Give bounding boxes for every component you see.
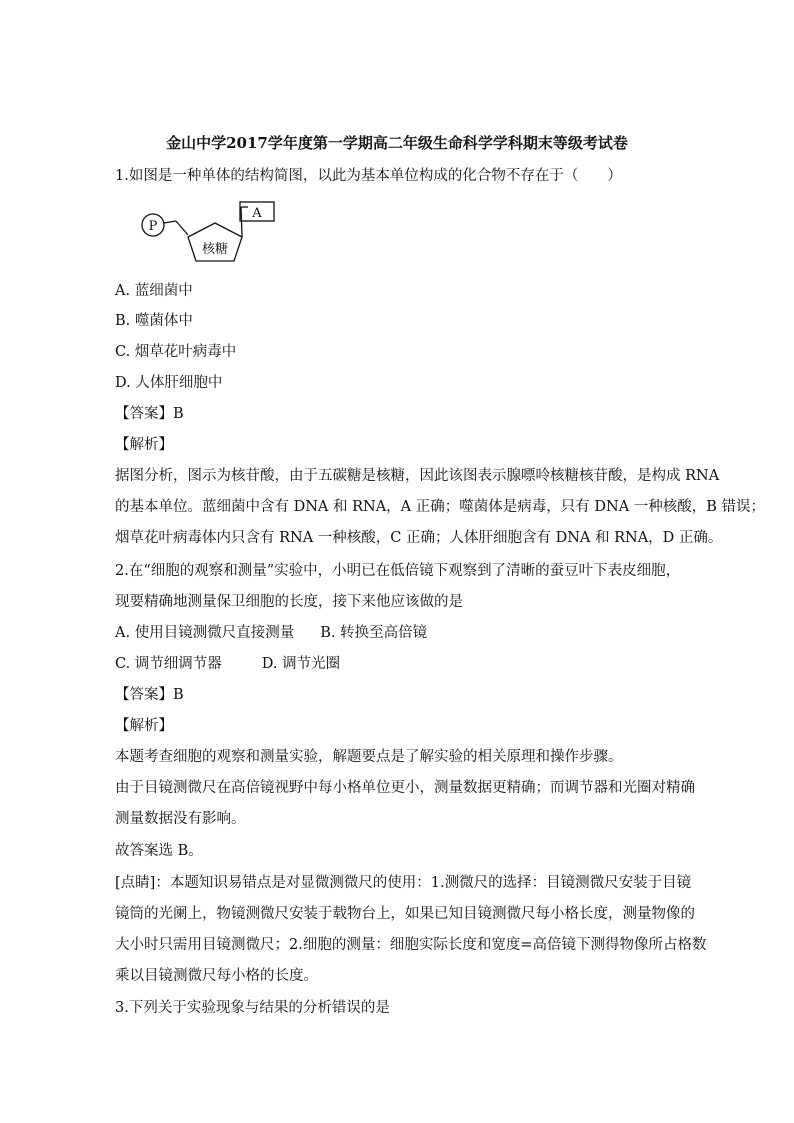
- page-title: 金山中学2017学年度第一学期高二年级生命科学学科期末等级考试卷: [166, 134, 628, 152]
- q2-options-row-1: [115, 623, 685, 643]
- q2-analysis-line: 由于目镜测微尺在高倍镜视野中每小格单位更小，测量数据更精确；而调节器和光圈对精确: [115, 780, 695, 796]
- q1-option-a: A. 蓝细菌中: [115, 283, 193, 299]
- q2-tip-line: 大小时只需用目镜测微尺；2.细胞的测量：细胞实际长度和宽度=高倍镜下测得物像所占格数: [115, 937, 707, 953]
- base-label: A: [252, 206, 262, 221]
- q1-analysis-line: 据图分析，图示为核苷酸，由于五碳糖是核糖，因此该图表示腺嘌呤核糖核苷酸，是构成 RNA: [115, 468, 720, 484]
- phosphate-label: P: [148, 219, 158, 234]
- q2-analysis-line: 测量数据没有影响。: [115, 811, 246, 827]
- q2-option-c: C. 调节细调节器: [115, 656, 222, 672]
- q1-option-d: D. 人体肝细胞中: [115, 375, 223, 391]
- phosphate-bond-2: [176, 221, 188, 235]
- nucleotide-diagram: [138, 197, 283, 267]
- q2-options-row-2: [115, 654, 685, 674]
- q2-stem-line: 现要精确地测量保卫细胞的长度，接下来他应该做的是: [115, 594, 463, 610]
- q1-analysis-line: 烟草花叶病毒体内只含有 RNA 一种核酸，C 正确；人体肝细胞含有 DNA 和 RNA，D 正确。: [115, 530, 723, 546]
- base-bond: [241, 207, 242, 237]
- q2-analysis-line: 本题考查细胞的观察和测量实验，解题要点是了解实验的相关原理和操作步骤。: [115, 749, 623, 765]
- q1-stem: 1.如图是一种单体的结构简图，以此为基本单位构成的化合物不存在于（ ）: [115, 168, 622, 184]
- q2-option-a: A. 使用目镜测微尺直接测量: [115, 625, 295, 641]
- q2-stem-line: 2.在“细胞的观察和测量”实验中，小明已在低倍镜下观察到了清晰的蚕豆叶下表皮细胞，: [115, 563, 681, 579]
- q2-option-d: D. 调节光圈: [261, 656, 341, 672]
- ribose-label: 核糖: [201, 242, 229, 257]
- q2-analysis-title: 【解析】: [115, 718, 173, 734]
- q1-analysis-line: 的基本单位。蓝细菌中含有 DNA 和 RNA，A 正确；噬菌体是病毒，只有 DNA 一种核酸，B 错误；: [115, 499, 766, 515]
- q1-option-c: C. 烟草花叶病毒中: [115, 344, 237, 360]
- q2-analysis-line: 故答案选 B。: [115, 843, 203, 859]
- q1-option-b: B. 噬菌体中: [115, 313, 193, 329]
- q2-tip-line: 乘以目镜测微尺每小格的长度。: [115, 968, 318, 984]
- q2-tip-line: [点睛]：本题知识易错点是对显微测微尺的使用：1.测微尺的选择：目镜测微尺安装于目镜: [115, 875, 692, 891]
- q2-answer: 【答案】B: [115, 687, 184, 703]
- phosphate-bond: [164, 221, 176, 223]
- q3-stem: 3.下列关于实验现象与结果的分析错误的是: [115, 1000, 390, 1016]
- q1-analysis-title: 【解析】: [115, 437, 173, 453]
- q2-tip-line: 镜筒的光阑上，物镜测微尺安装于载物台上，如果已知目镜测微尺每小格长度，测量物像的: [115, 906, 695, 922]
- q1-answer: 【答案】B: [115, 406, 184, 422]
- q2-option-b: B. 转换至高倍镜: [320, 625, 428, 641]
